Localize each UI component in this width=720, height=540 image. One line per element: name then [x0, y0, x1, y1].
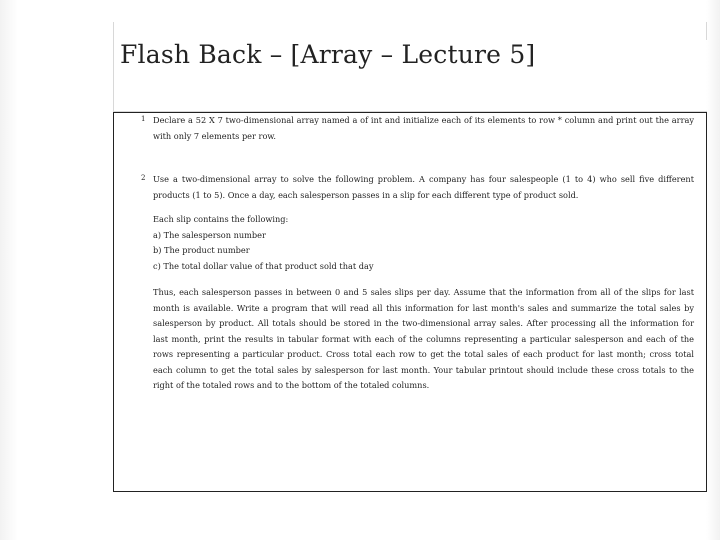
slip-contents-block — [153, 212, 694, 274]
left-decorative-shade — [0, 0, 18, 540]
slip-line-total: c) The total dollar value of that product sold that day — [153, 260, 374, 271]
slide-title: Flash Back – [Array – Lecture 5] — [120, 40, 536, 69]
slip-intro: Each slip contains the following: — [153, 214, 289, 224]
item-number: 2 — [141, 174, 146, 182]
item-number: 1 — [141, 115, 146, 123]
title-box — [113, 22, 707, 112]
right-decorative-shade — [706, 0, 720, 540]
slip-line-salesperson: a) The salesperson number — [153, 229, 266, 240]
slip-line-product: b) The product number — [153, 245, 250, 256]
item-text: Use a two-dimensional array to solve the following problem. A company has four salespeople (1 to 4) who sell five different products (1 to 5). Once a day, each salesperson passes in a slip for each different type of product sold. — [153, 174, 694, 200]
item-text: Declare a 52 X 7 two-dimensional array named a of int and initialize each of its elements to row * column and print out the array with only 7 elements per row. — [153, 115, 694, 141]
content-box — [113, 112, 707, 492]
closing-paragraph: Thus, each salesperson passes in between 0 and 5 sales slips per day. Assume that the information from all of the slips for last month is available. Write a program that will read all this information for last month's sales and summarize the total sales by salesperson by product. All totals should be stored in the two-dimensional array sales. After processing all the information for last month, print the results in tabular format with each of the columns representing a particular salesperson and each of the rows representing a particular product. Cross total each row to get the total sales of each product for last month; cross total each column to get the total sales by salesperson for last month. Your tabular printout should include these cross totals to the right of the totaled rows and to the bottom of the totaled columns. — [153, 287, 694, 391]
